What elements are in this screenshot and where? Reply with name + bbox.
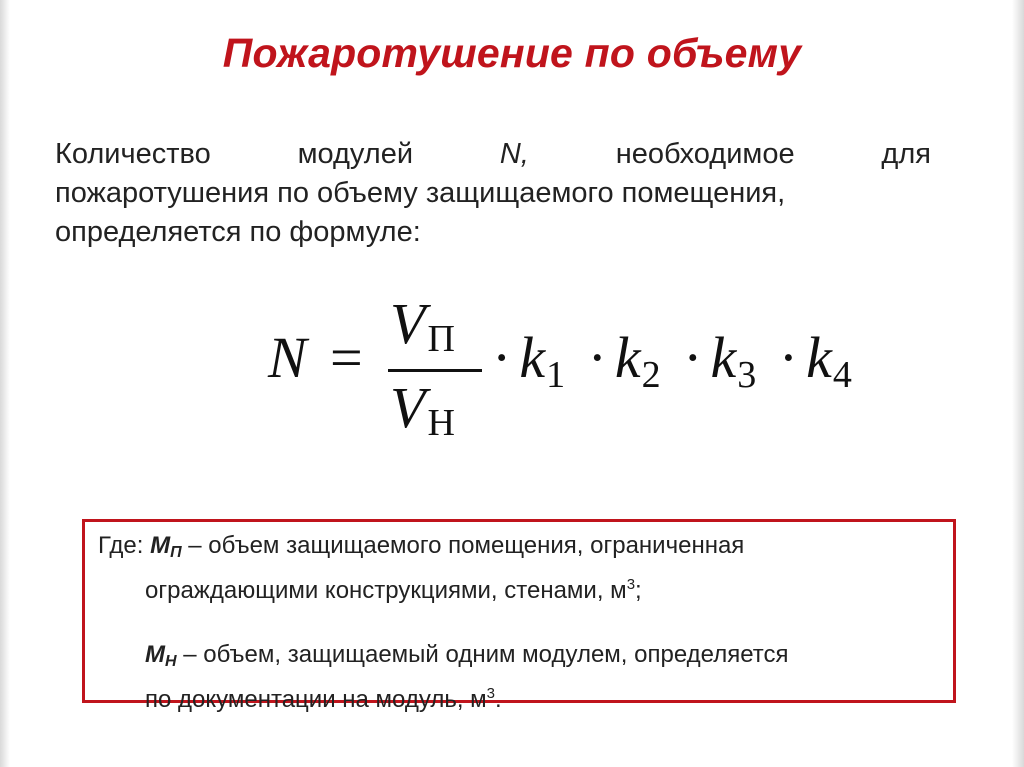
intro-word: Количество bbox=[55, 138, 211, 170]
slide-title: Пожаротушение по объему bbox=[222, 30, 802, 76]
intro-word: для bbox=[881, 138, 931, 170]
definition-2-text-1: – объем, защищаемый одним модулем, определяется bbox=[176, 641, 789, 668]
definition-1-text-2: ограждающими конструкциями, стенами, м bbox=[145, 577, 627, 604]
definition-1-line-1 bbox=[98, 530, 938, 569]
multiply-dot: · bbox=[587, 325, 607, 390]
definition-1-sup: 3 bbox=[626, 576, 636, 593]
definitions-text bbox=[98, 530, 938, 716]
formula-factors bbox=[484, 324, 852, 397]
factor-k2-var: k bbox=[614, 325, 641, 390]
intro-word: необходимое bbox=[615, 138, 795, 170]
symbol-mn bbox=[145, 641, 177, 668]
symbol-mn-sub: Н bbox=[165, 653, 177, 670]
denominator-var: V bbox=[390, 375, 426, 440]
definition-2-end: . bbox=[495, 686, 502, 713]
definition-1-text-1: – объем защищаемого помещения, ограниченная bbox=[181, 532, 745, 559]
factor-k3-sub: 3 bbox=[737, 354, 757, 396]
symbol-mn-letter: М bbox=[145, 641, 165, 668]
definition-2-sup: 3 bbox=[486, 685, 496, 702]
intro-word-n: N, bbox=[499, 138, 529, 170]
where-prefix: Где: bbox=[98, 532, 151, 559]
symbol-mp-letter: М bbox=[150, 532, 171, 559]
definition-2-line-2 bbox=[98, 678, 938, 716]
multiply-dot: · bbox=[778, 325, 799, 390]
factor-k4-var: k bbox=[806, 325, 832, 390]
factor-k2-sub: 2 bbox=[641, 354, 661, 396]
formula-numerator bbox=[390, 290, 455, 361]
multiply-dot: · bbox=[683, 325, 703, 390]
definition-2-text-2: по документации на модуль, м bbox=[145, 686, 487, 713]
denominator-sub: Н bbox=[427, 402, 455, 444]
formula-equals: = bbox=[330, 325, 363, 390]
definitions-spacer bbox=[98, 607, 938, 639]
slide-edge-right bbox=[1012, 0, 1024, 767]
intro-line-3: определяется по формуле: bbox=[55, 216, 421, 248]
definition-1-end: ; bbox=[635, 577, 642, 604]
intro-paragraph bbox=[55, 135, 931, 252]
factor-k1-var: k bbox=[519, 325, 546, 390]
numerator-var: V bbox=[390, 291, 426, 356]
formula-lhs: N bbox=[268, 325, 307, 390]
intro-word: модулей bbox=[297, 138, 414, 170]
numerator-sub: П bbox=[427, 318, 455, 360]
formula-denominator bbox=[390, 374, 455, 445]
definition-1-line-2 bbox=[98, 569, 938, 607]
factor-k4-sub: 4 bbox=[832, 354, 852, 396]
factor-k3-var: k bbox=[710, 325, 737, 390]
factor-k1-sub: 1 bbox=[546, 354, 566, 396]
formula bbox=[268, 290, 852, 450]
intro-line-2: пожаротушения по объему защищаемого помещения, bbox=[55, 177, 786, 209]
definition-2-line-1 bbox=[98, 639, 938, 678]
fraction-bar bbox=[388, 369, 482, 372]
multiply-dot: · bbox=[492, 325, 512, 390]
slide-edge-left bbox=[0, 0, 10, 767]
symbol-mp bbox=[150, 532, 182, 559]
symbol-mp-sub: П bbox=[170, 544, 182, 561]
intro-line-1 bbox=[55, 135, 931, 174]
